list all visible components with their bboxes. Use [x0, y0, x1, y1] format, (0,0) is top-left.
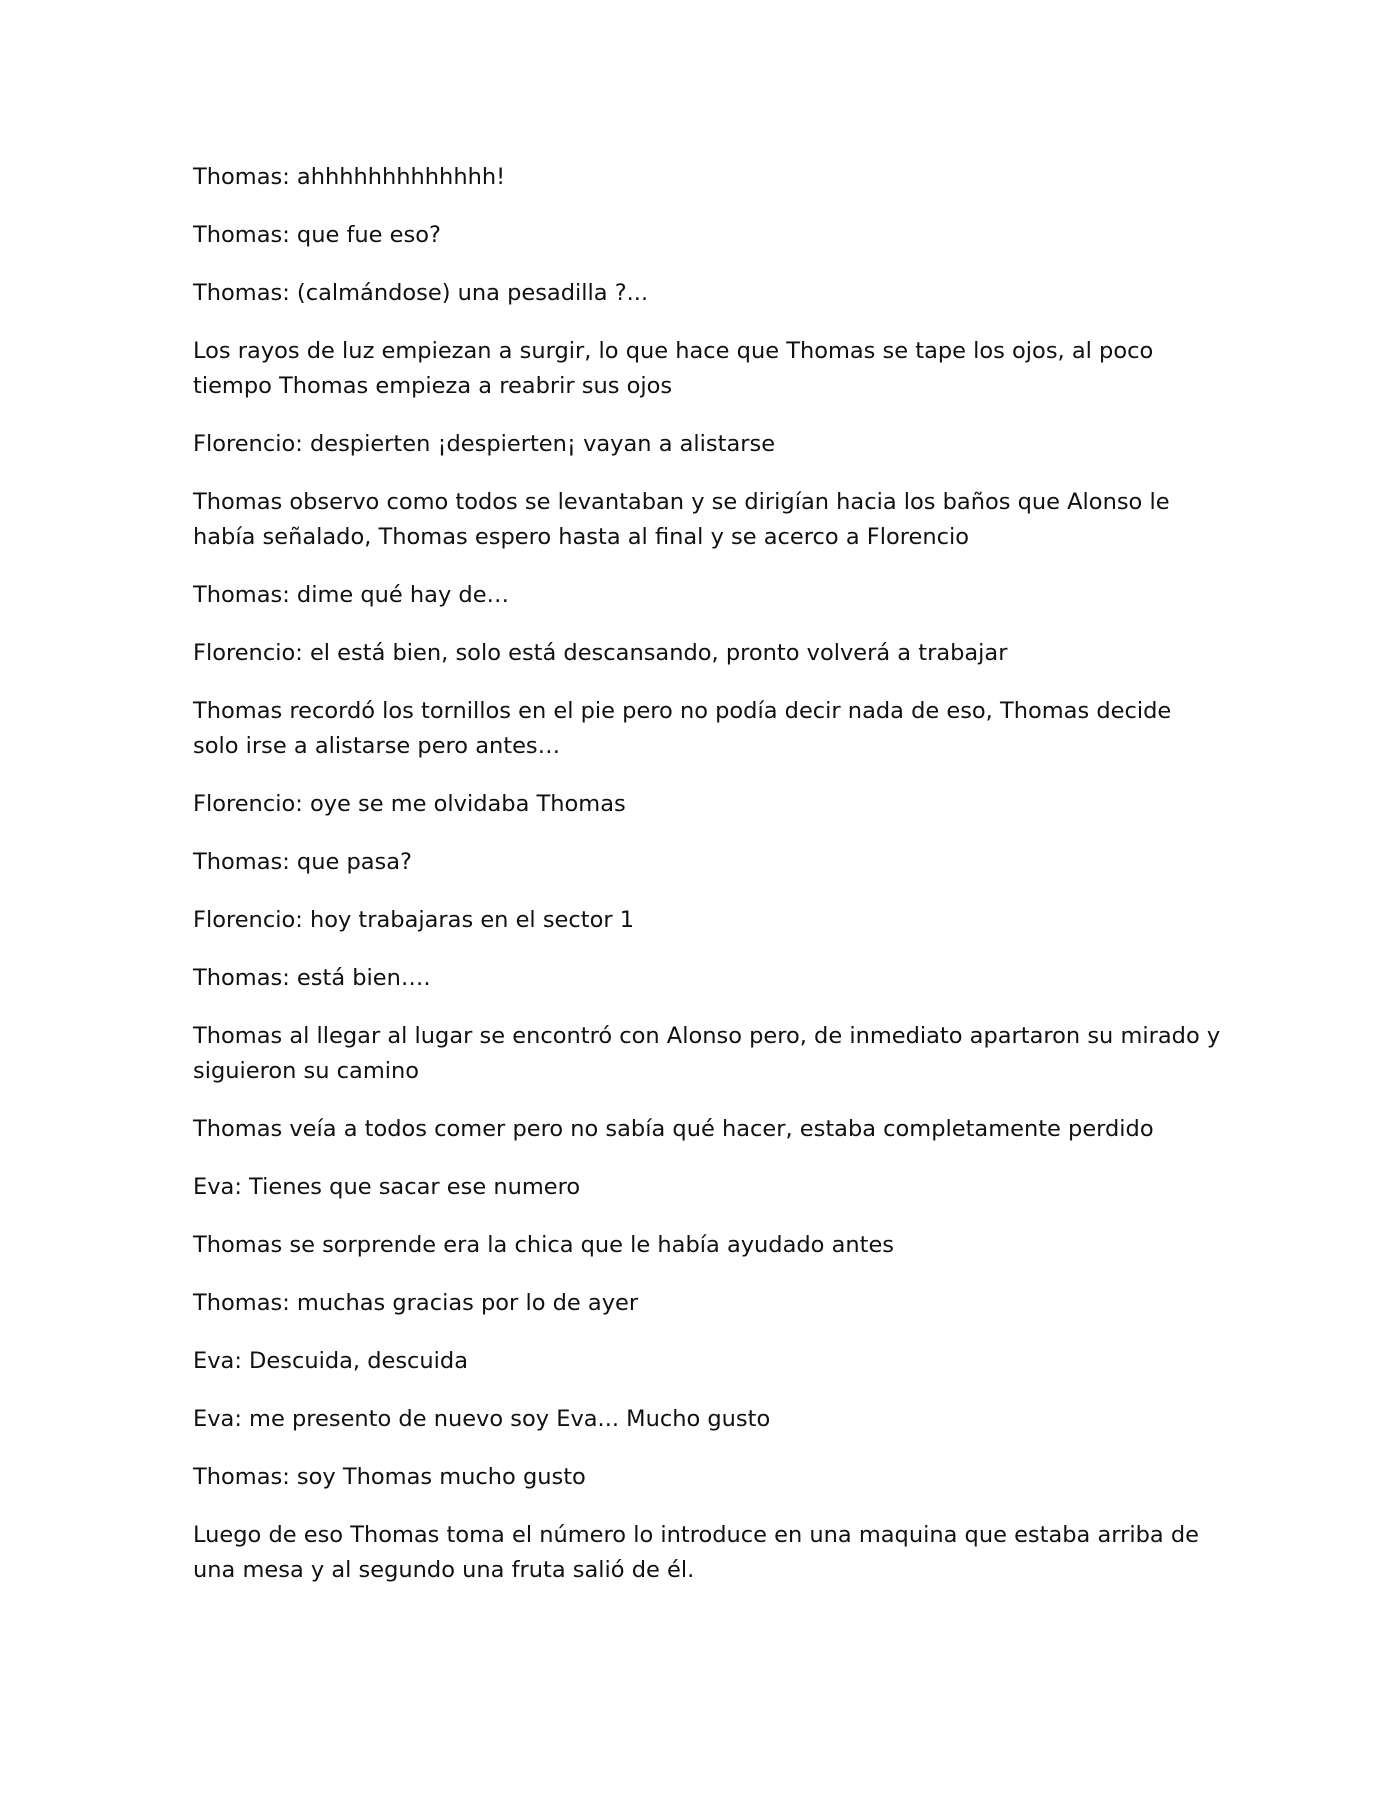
paragraph: Thomas: (calmándose) una pesadilla ?... — [193, 280, 649, 306]
paragraph: Eva: me presento de nuevo soy Eva... Mucho gusto — [193, 1406, 771, 1432]
paragraph: Thomas: dime qué hay de… — [193, 582, 510, 608]
paragraph: Thomas veía a todos comer pero no sabía qué hacer, estaba completamente perdido — [193, 1116, 1154, 1142]
paragraph: Los rayos de luz empiezan a surgir, lo que hace que Thomas se tape los ojos, al poco tiempo Thomas empieza a reabrir sus ojos — [193, 338, 1154, 399]
paragraph: Eva: Descuida, descuida — [193, 1348, 468, 1374]
paragraph: Florencio: el está bien, solo está descansando, pronto volverá a trabajar — [193, 640, 1008, 666]
paragraph: Thomas: está bien…. — [193, 965, 431, 991]
paragraph: Florencio: despierten ¡despierten¡ vayan a alistarse — [193, 431, 776, 457]
paragraph: Thomas: que pasa? — [193, 849, 412, 875]
paragraph: Thomas: muchas gracias por lo de ayer — [193, 1290, 639, 1316]
paragraph: Luego de eso Thomas toma el número lo introduce en una maquina que estaba arriba de una mesa y al segundo una fruta salió de él. — [193, 1522, 1199, 1583]
paragraph: Thomas: que fue eso? — [193, 222, 441, 248]
paragraph: Florencio: hoy trabajaras en el sector 1 — [193, 907, 635, 933]
paragraph: Thomas: ahhhhhhhhhhhhh! — [193, 164, 506, 190]
paragraph: Thomas: soy Thomas mucho gusto — [193, 1464, 586, 1490]
paragraph: Florencio: oye se me olvidaba Thomas — [193, 791, 626, 817]
paragraph: Thomas observo como todos se levantaban y se dirigían hacia los baños que Alonso le había señalado, Thomas espero hasta al final y se acerco a Florencio — [193, 489, 1170, 550]
paragraph: Thomas se sorprende era la chica que le había ayudado antes — [193, 1232, 895, 1258]
paragraph: Thomas recordó los tornillos en el pie pero no podía decir nada de eso, Thomas decide solo irse a alistarse pero antes… — [193, 698, 1172, 759]
paragraph: Eva: Tienes que sacar ese numero — [193, 1174, 581, 1200]
paragraph: Thomas al llegar al lugar se encontró con Alonso pero, de inmediato apartaron su mirado y siguieron su camino — [193, 1023, 1221, 1084]
document-page — [193, 160, 1223, 1611]
